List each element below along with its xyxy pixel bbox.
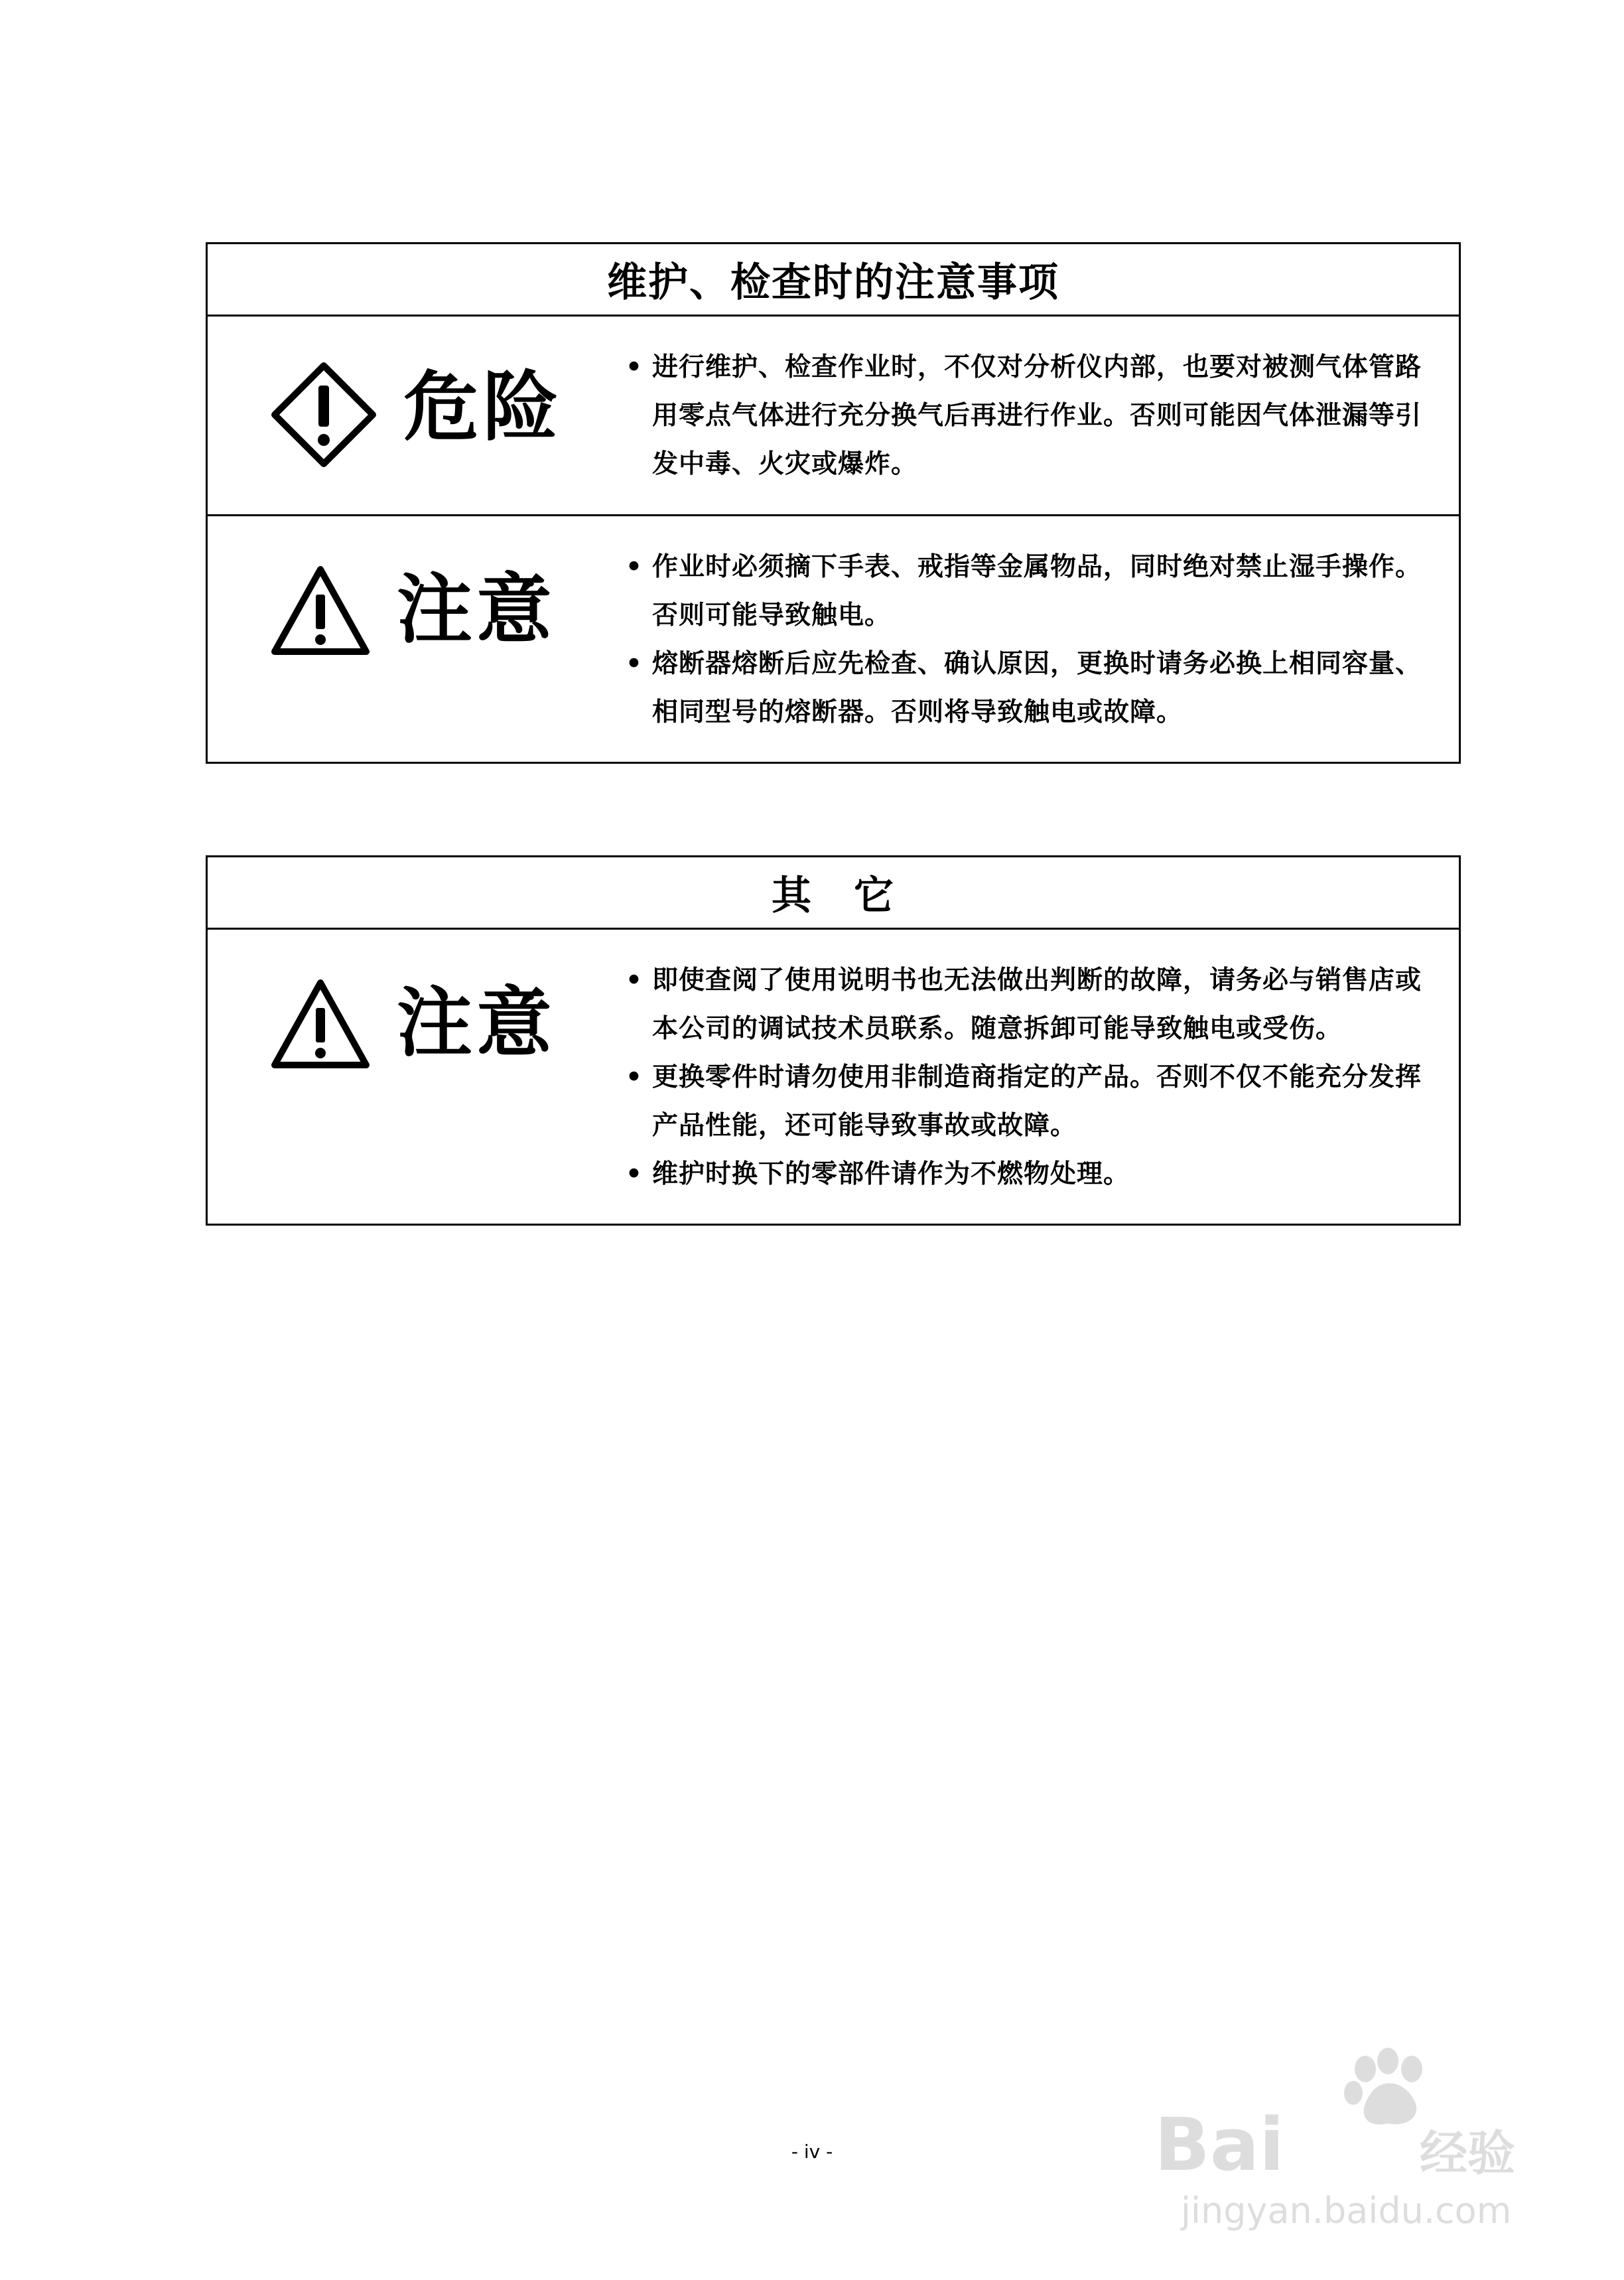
other-precautions-box [206, 855, 1461, 1226]
danger-list [626, 343, 1439, 488]
caution-label: 注意 [397, 565, 557, 654]
caution-list [626, 543, 1439, 737]
maintenance-section-title: 维护、检查时的注意事项 [208, 244, 1459, 317]
svg-text:经验: 经验 [1420, 2125, 1516, 2181]
list-item: • 即使查阅了使用说明书也无法做出判断的故障，请务必与销售店或本公司的调试技术员联系。随意拆卸可能导致触电或受伤。 [626, 956, 1439, 1053]
danger-row [208, 317, 1459, 514]
svg-text:jingyan.baidu.com: jingyan.baidu.com [1181, 2190, 1512, 2232]
page-number: - iv - [791, 2141, 833, 2163]
list-item: • 作业时必须摘下手表、戒指等金属物品，同时绝对禁止湿手操作。否则可能导致触电。 [626, 543, 1439, 640]
warning-triangle-icon [271, 977, 370, 1070]
other-caution-row [208, 930, 1459, 1224]
list-item: • 熔断器熔断后应先检查、确认原因，更换时请务必换上相同容量、相同型号的熔断器。否则将导致触电或故障。 [626, 640, 1439, 737]
caution-sign [208, 516, 626, 762]
other-caution-content [626, 930, 1459, 1224]
list-item: • 更换零件时请勿使用非制造商指定的产品。否则不仅不能充分发挥产品性能，还可能导致事故或故障。 [626, 1053, 1439, 1150]
danger-sign [208, 317, 626, 514]
danger-label: 危险 [403, 363, 563, 451]
caution-row [208, 514, 1459, 762]
list-item: • 维护时换下的零部件请作为不燃物处理。 [626, 1150, 1439, 1198]
maintenance-precautions-box [206, 242, 1461, 764]
warning-triangle-icon [271, 564, 370, 657]
danger-diamond-icon [271, 362, 377, 468]
baidu-watermark-logo [1154, 2037, 1579, 2236]
other-caution-list [626, 956, 1439, 1198]
svg-text:Bai: Bai [1154, 2102, 1284, 2187]
other-section-title: 其 它 [208, 857, 1459, 930]
danger-content [626, 317, 1459, 514]
list-item: • 进行维护、检查作业时，不仅对分析仪内部，也要对被测气体管路用零点气体进行充分换气后再进行作业。否则可能因气体泄漏等引发中毒、火灾或爆炸。 [626, 343, 1439, 488]
other-caution-sign [208, 930, 626, 1224]
other-caution-label: 注意 [397, 979, 557, 1067]
caution-content [626, 516, 1459, 762]
